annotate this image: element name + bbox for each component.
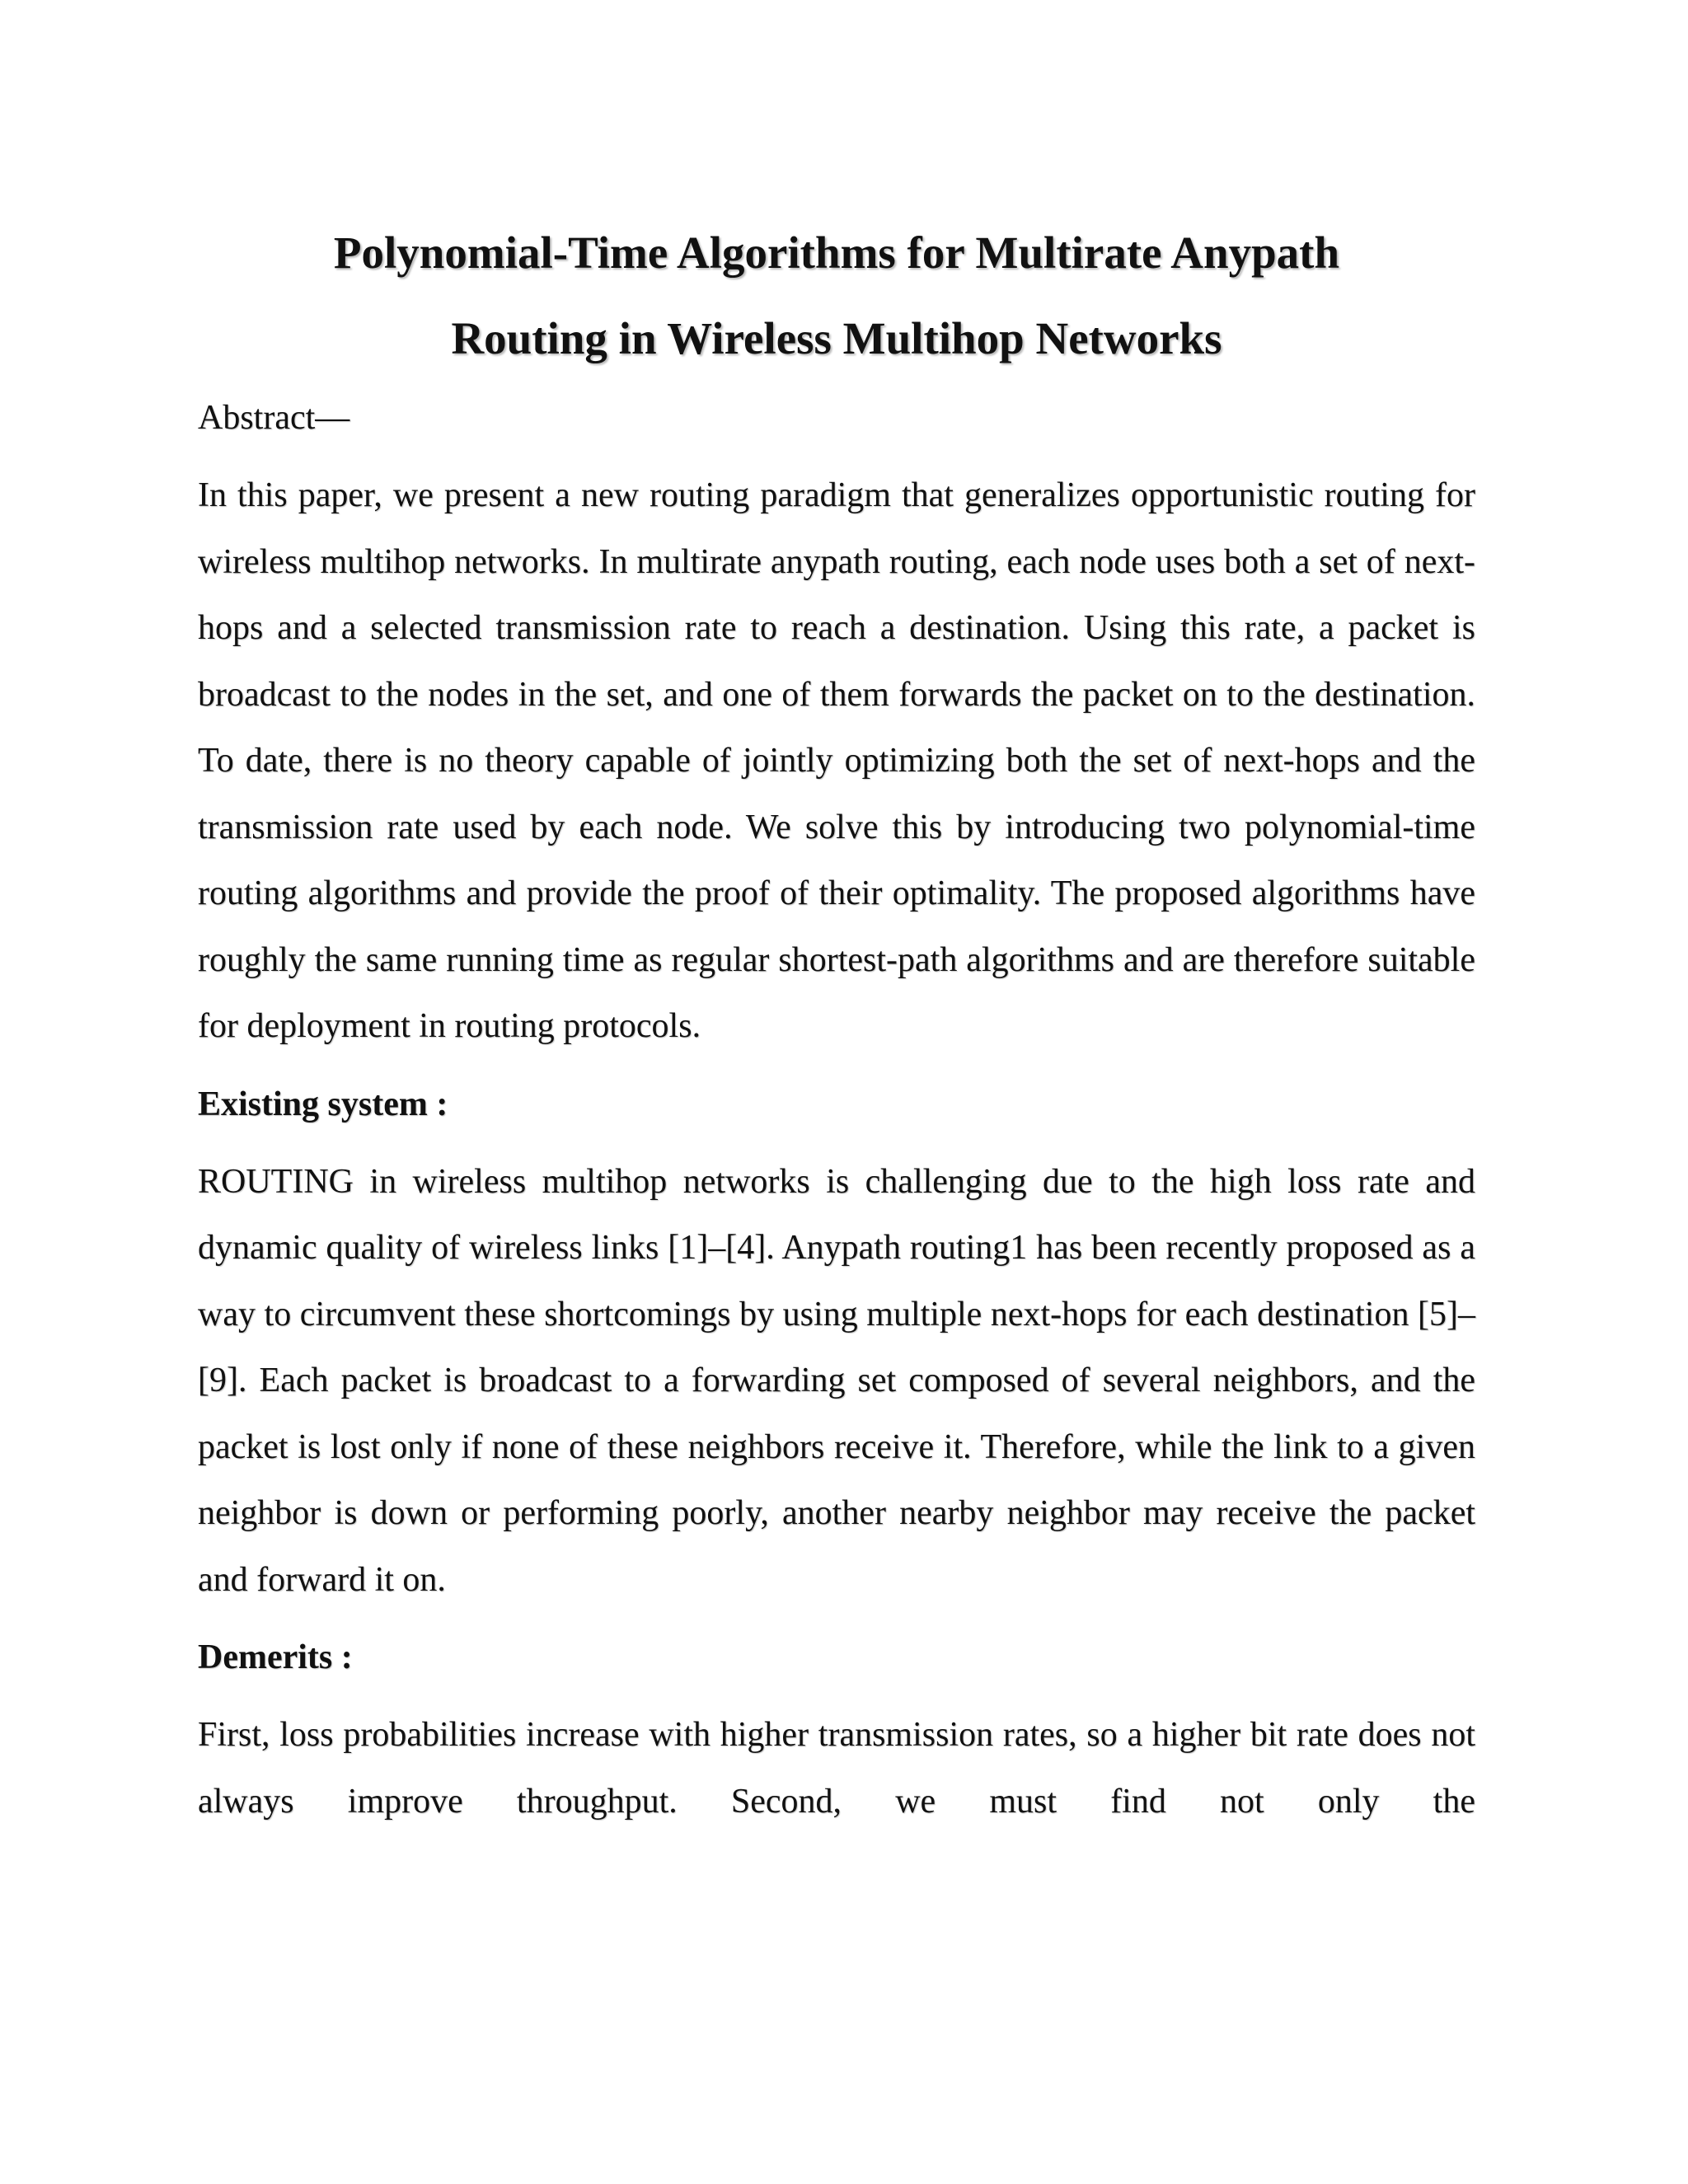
abstract-label: Abstract— [198,399,350,437]
existing-system-heading: Existing system : [198,1085,448,1123]
demerits-paragraph: First, loss probabilities increase with higher transmission rates, so a higher bit rate does not always improve throughput. Second, we must find not only the [198,1716,1475,1821]
existing-system-paragraph: ROUTING in wireless multihop networks is challenging due to the high loss rate and dynamic quality of wireless links [1]–[4]. Anypath routing1 has been recently proposed as a way to circumvent these shortcomings by using multiple next-hops for each destination [5]–[9]. Each packet is broadcast to a forwarding set composed of several neighbors, and the packet is lost only if none of these neighbors receive it. Therefore, while the link to a given neighbor is down or performing poorly, another nearby neighbor may receive the packet and forward it on. [198,1162,1475,1599]
document-content [198,210,1475,1835]
abstract-paragraph: In this paper, we present a new routing paradigm that generalizes opportunistic routing for wireless multihop networks. In multirate anypath routing, each node uses both a set of next-hops and a selected transmission rate to reach a destination. Using this rate, a packet is broadcast to the nodes in the set, and one of them forwards the packet on to the destination. To date, there is no theory capable of jointly optimizing both the set of next-hops and the transmission rate used by each node. We solve this by introducing two polynomial-time routing algorithms and provide the proof of their optimality. The proposed algorithms have roughly the same running time as regular shortest-path algorithms and are therefore suitable for deployment in routing protocols. [198,476,1475,1045]
paper-title-line-1: Polynomial-Time Algorithms for Multirate Anypath [333,227,1340,278]
demerits-heading: Demerits : [198,1638,353,1676]
paper-title-line-2: Routing in Wireless Multihop Networks [451,313,1222,363]
paper-title [198,210,1475,382]
